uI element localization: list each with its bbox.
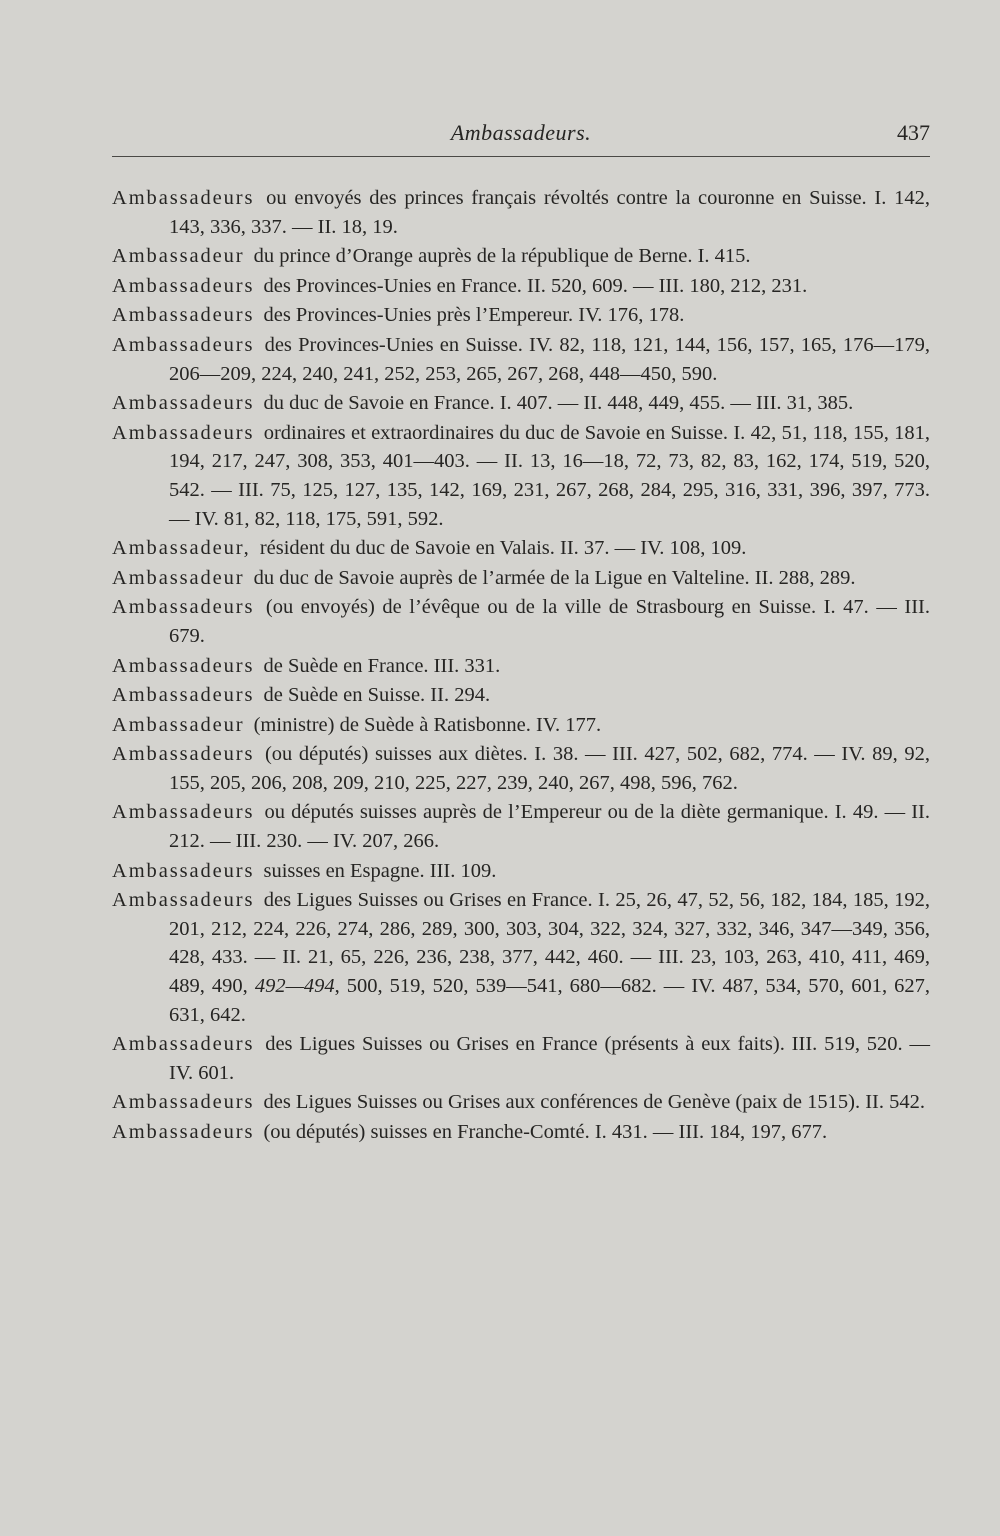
- index-entries: [112, 184, 930, 1148]
- entry-text: des Ligues Suisses ou Grises en France. I. 25, 26, 47, 52, 56, 182, 184, 185, 192, 201, 212, 224, 226, 274, 286, 289, 300, 303, 304, 322, 324, 327, 332, 346, 347—349, 356, 428, 433. — II. 21, 65, 226, 236, 238, 377, 442, 460. — III. 23, 103, 263, 410, 411, 469, 489, 490,: [169, 889, 931, 998]
- entry-italic-pages: 492—494: [254, 975, 335, 998]
- entry-text: (ministre) de Suède à Ratisbonne. IV. 177.: [253, 713, 602, 736]
- index-entry: [112, 564, 930, 593]
- entry-keyword: Ambassadeurs: [112, 889, 255, 912]
- entry-text: (ou députés) suisses en Franche-Comté. I. 431. — III. 184, 197, 677.: [263, 1121, 828, 1143]
- running-title: Ambassadeurs.: [450, 120, 592, 145]
- entry-text: ordinaires et extraordinaires du duc de Savoie en Suisse. I. 42, 51, 118, 155, 181, 194, 217, 247, 308, 353, 401—403. — II. 13, 16—18, 72, 73, 82, 83, 162, 174, 519, 520, 542. — III. 75, 125, 127, 135, 142, 169, 231, 267, 268, 284, 295, 316, 331, 396, 397, 773. — IV. 81, 82, 118, 175, 591, 592.: [169, 421, 931, 530]
- entry-keyword: Ambassadeurs: [112, 421, 255, 444]
- index-entry: [112, 681, 930, 710]
- entry-keyword: Ambassadeurs: [112, 304, 255, 327]
- index-entry: [112, 242, 930, 271]
- index-entry: [112, 331, 930, 388]
- entry-keyword: Ambassadeur,: [112, 537, 251, 560]
- index-entry: [112, 184, 930, 241]
- entry-text: du duc de Savoie en France. I. 407. — II. 448, 449, 455. — III. 31, 385.: [263, 392, 854, 415]
- entry-keyword: Ambassadeurs: [112, 1091, 255, 1114]
- index-entry: [112, 1088, 930, 1117]
- index-entry: [112, 798, 930, 855]
- entry-keyword: Ambassadeurs: [112, 274, 255, 297]
- entry-keyword: Ambassadeur: [112, 566, 245, 589]
- index-entry: [112, 886, 930, 1029]
- entry-text: (ou envoyés) de l’évêque ou de la ville de Strasbourg en Suisse. I. 47. — III. 679.: [169, 596, 931, 647]
- entry-keyword: Ambassadeurs: [112, 187, 255, 209]
- entry-text: résident du duc de Savoie en Valais. II. 37. — IV. 108, 109.: [259, 537, 747, 560]
- entry-keyword: Ambassadeurs: [112, 392, 255, 415]
- index-entry: [112, 534, 930, 563]
- index-entry: [112, 419, 930, 533]
- entry-text: du duc de Savoie auprès de l’armée de la Ligue en Valteline. II. 288, 289.: [253, 566, 856, 589]
- index-entry: [112, 652, 930, 681]
- entry-keyword: Ambassadeurs: [112, 1121, 255, 1143]
- entry-text: des Ligues Suisses ou Grises aux conférences de Genève (paix de 1515). II. 542.: [263, 1091, 925, 1114]
- entry-keyword: Ambassadeurs: [112, 859, 255, 882]
- entry-text: ou députés suisses auprès de l’Empereur ou de la diète germanique. I. 49. — II. 212. — III. 230. — IV. 207, 266.: [169, 801, 931, 853]
- entry-text: ou envoyés des princes français révoltés contre la couronne en Suisse. I. 142, 143, 336, 337. — II. 18, 19.: [169, 187, 930, 238]
- index-entry: [112, 301, 930, 330]
- page-number: 437: [897, 120, 930, 145]
- page-header: [112, 120, 930, 157]
- index-entry: [112, 1030, 930, 1087]
- entry-text: des Provinces-Unies près l’Empereur. IV. 176, 178.: [263, 304, 685, 327]
- entry-text: (ou députés) suisses aux diètes. I. 38. — III. 427, 502, 682, 774. — IV. 89, 92, 155, 205, 206, 208, 209, 210, 225, 227, 239, 240, 267, 498, 596, 762.: [169, 743, 930, 794]
- entry-keyword: Ambassadeurs: [112, 654, 255, 677]
- entry-keyword: Ambassadeurs: [112, 743, 255, 766]
- entry-keyword: Ambassadeurs: [112, 333, 255, 356]
- entry-keyword: Ambassadeur: [112, 713, 245, 736]
- entry-keyword: Ambassadeurs: [112, 684, 255, 707]
- entry-keyword: Ambassadeurs: [112, 801, 255, 824]
- index-entry: [112, 1118, 930, 1147]
- index-entry: [112, 593, 930, 650]
- entry-text: des Provinces-Unies en France. II. 520, 609. — III. 180, 212, 231.: [263, 274, 808, 297]
- index-entry: [112, 711, 930, 740]
- entry-text: de Suède en Suisse. II. 294.: [263, 684, 491, 707]
- index-entry: [112, 272, 930, 301]
- index-entry: [112, 857, 930, 886]
- entry-text: des Provinces-Unies en Suisse. IV. 82, 118, 121, 144, 156, 157, 165, 176—179, 206—209, 224, 240, 241, 252, 253, 265, 267, 268, 448—450, 590.: [169, 333, 930, 385]
- entry-keyword: Ambassadeurs: [112, 596, 255, 619]
- entry-keyword: Ambassadeur: [112, 245, 245, 268]
- entry-keyword: Ambassadeurs: [112, 1033, 255, 1056]
- index-entry: [112, 740, 930, 797]
- entry-text-after: , 500, 519, 520, 539—541, 680—682. — IV. 487, 534, 570, 601, 627, 631, 642.: [169, 975, 931, 1026]
- index-entry: [112, 389, 930, 418]
- entry-text: des Ligues Suisses ou Grises en France (présents à eux faits). III. 519, 520. — IV. 601.: [169, 1033, 930, 1084]
- entry-text: du prince d’Orange auprès de la république de Berne. I. 415.: [253, 245, 751, 268]
- entry-text: de Suède en France. III. 331.: [263, 654, 501, 677]
- entry-text: suisses en Espagne. III. 109.: [263, 859, 497, 882]
